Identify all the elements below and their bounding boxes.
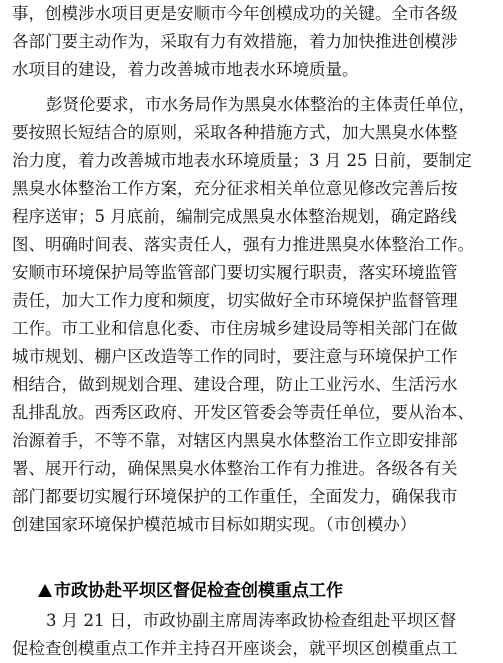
text-line: 工作。市工业和信息化委、市住房城乡建设局等相关部门在做 [12,319,458,338]
text-line: 责任，加大工作力度和频度，切实做好全市环境保护监督管理 [12,291,458,310]
text-line: 署、展开行动，确保黑臭水体整治工作有力推进。各级各有关 [12,459,458,478]
text-line: 乱排乱放。西秀区政府、开发区管委会等责任单位，要从治本、 [12,403,474,422]
text-line [0,539,503,567]
text-line: 黑臭水体整治工作方案，充分征求相关单位意见修改完善后按 [12,179,458,198]
text-line: 程序送审；5 月底前，编制完成黑臭水体整治规划，确定路线 [12,207,457,226]
text-line: 相结合，做到规划合理、建设合理，防止工业污水、生活污水 [12,375,458,394]
text-line: 图、明确时间表、落实责任人，强有力推进黑臭水体整治工作。 [12,235,474,254]
text-line: 治源着手，不等不靠，对辖区内黑臭水体整治工作立即安排部 [12,431,458,450]
text-line: 创建国家环境保护模范城市目标如期实现。（市创模办） [12,515,417,534]
text-line: 水项目的建设，着力改善城市地表水环境质量。 [12,60,359,79]
section-heading [0,576,503,606]
text-line: 城市规划、棚户区改造等工作的同时，要注意与环境保护工作 [12,347,458,366]
text-line: 要按照长短结合的原则，采取各种措施方式，加大黑臭水体整 [12,123,458,142]
text-line: 事，创模涉水项目更是安顺市今年创模成功的关键。全市各级 [12,4,458,23]
text-line: 安顺市环境保护局等监管部门要切实履行职责，落实环境监管 [12,263,458,282]
text-line: 促检查创模重点工作并主持召开座谈会，就平坝区创模重点工 [12,639,458,658]
text-line: 治力度，着力改善城市地表水环境质量；3 月 25 日前，要制定 [12,151,472,170]
text-line: 部门都要切实履行环境保护的工作重任，全面发力，确保我市 [12,487,458,506]
text-line: 彭贤伦要求，市水务局作为黑臭水体整治的主体责任单位， [46,95,475,114]
section-heading-text: 市政协赴平坝区督促检查创模重点工作 [54,581,343,601]
triangle-bullet-icon [38,584,52,597]
text-line: 各部门要主动作为，采取有力有效措施，着力加快推进创模涉 [12,32,458,51]
text-line: 3 月 21 日，市政协副主席周涛率政协检查组赴平坝区督 [46,611,457,630]
